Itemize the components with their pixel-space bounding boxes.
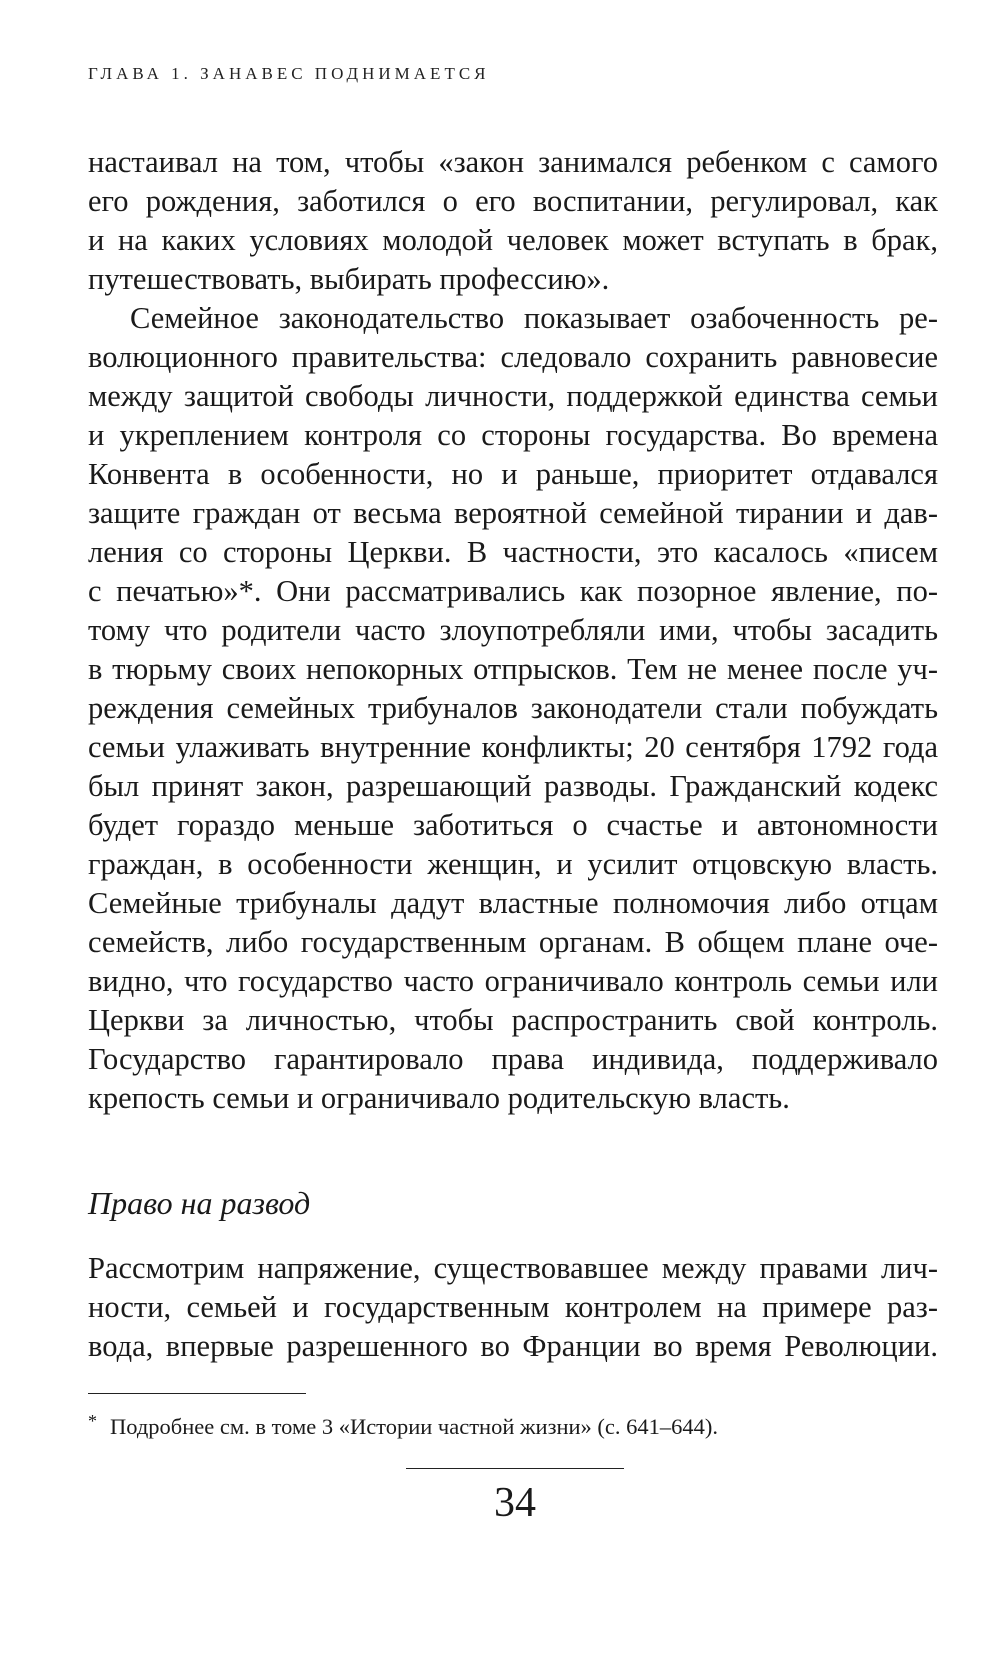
text-line: Конвента в особенности, но и раньше, приоритет отдавался (88, 457, 938, 491)
text-line: семьи улаживать внутренние конфликты; 20 сентября 1792 года (88, 730, 938, 764)
text-line: и укреплением контроля со стороны государства. Во времена (88, 418, 938, 452)
footnote (88, 1412, 718, 1442)
text-line: в тюрьму своих непокорных отпрысков. Тем не менее после уч- (88, 652, 938, 686)
text-line: ления со стороны Церкви. В частности, это касалось «писем (88, 535, 938, 569)
page-number-rule (406, 1468, 624, 1469)
text-line: Церкви за личностью, чтобы распространить свой контроль. (88, 1003, 938, 1037)
text-line: путешествовать, выбирать профессию». (88, 262, 610, 296)
text-line: семейств, либо государственным органам. В общем плане оче- (88, 925, 938, 959)
footnote-marker: * (88, 1411, 97, 1431)
page-number: 34 (494, 1480, 536, 1526)
text-line: Семейные трибуналы дадут властные полномочия либо отцам (88, 886, 938, 920)
text-line: реждения семейных трибуналов законодатели стали побуждать (88, 691, 938, 725)
text-line: с печатью»*. Они рассматривались как позорное явление, по- (88, 574, 938, 608)
paragraph-3 (88, 1249, 938, 1366)
text-line: настаивал на том, чтобы «закон занимался ребенком с самого (88, 145, 938, 179)
footnote-text: Подробнее см. в томе 3 «Истории частной жизни» (с. 641–644). (110, 1414, 719, 1439)
text-line: будет гораздо меньше заботиться о счастье и автономности (88, 808, 938, 842)
footnote-divider (88, 1393, 306, 1394)
text-line: Государство гарантировало права индивида, поддерживало (88, 1042, 938, 1076)
text-line: Семейное законодательство показывает озабоченность ре- (130, 301, 938, 335)
section-heading: Право на развод (88, 1185, 311, 1221)
text-line: волюционного правительства: следовало сохранить равновесие (88, 340, 938, 374)
text-line: тому что родители часто злоупотребляли ими, чтобы засадить (88, 613, 938, 647)
running-head: ГЛАВА 1. ЗАНАВЕС ПОДНИМАЕТСЯ (88, 64, 490, 83)
text-line: видно, что государство часто ограничивало контроль семьи или (88, 964, 938, 998)
text-line: между защитой свободы личности, поддержкой единства семьи (88, 379, 938, 413)
text-line: его рождения, заботился о его воспитании, регулировал, как (88, 184, 938, 218)
text-line: ности, семьей и государственным контролем на примере раз- (88, 1290, 938, 1324)
text-line: был принят закон, разрешающий разводы. Гражданский кодекс (88, 769, 938, 803)
text-line: и на каких условиях молодой человек может вступать в брак, (88, 223, 938, 257)
text-line: защите граждан от весьма вероятной семейной тирании и дав- (88, 496, 938, 530)
text-line: Рассмотрим напряжение, существовавшее между правами лич- (88, 1251, 938, 1285)
paragraph-1 (88, 143, 938, 299)
text-line: крепость семьи и ограничивало родительскую власть. (88, 1081, 790, 1115)
text-line: граждан, в особенности женщин, и усилит отцовскую власть. (88, 847, 938, 881)
text-line: вода, впервые разрешенного во Франции во время Революции. (88, 1329, 938, 1363)
paragraph-2 (88, 299, 938, 1118)
